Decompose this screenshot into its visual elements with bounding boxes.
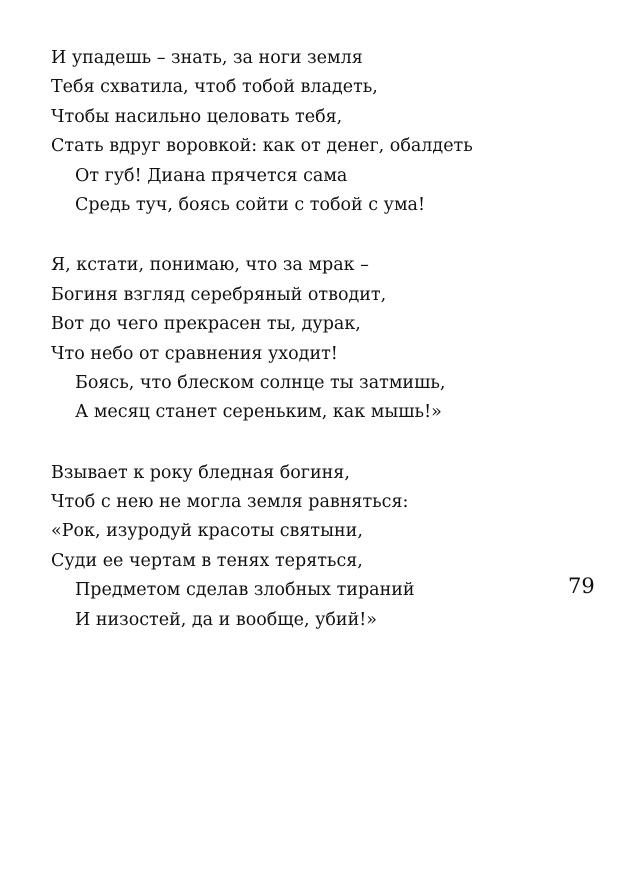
poem-line: Что небо от сравнения уходит! — [51, 343, 338, 364]
page-number: 79 — [568, 574, 595, 598]
poem-line: Взывает к року бледная богиня, — [51, 462, 350, 483]
poem-line: Суди ее чертам в тенях теряться, — [51, 550, 363, 571]
poem-line: А месяц станет сереньким, как мышь!» — [75, 402, 442, 423]
stanza — [51, 459, 521, 635]
poem-line: Средь туч, боясь сойти с тобой с ума! — [75, 194, 426, 215]
poem-line: Богиня взгляд серебряный отводит, — [51, 284, 387, 305]
poem-line: Вот до чего прекрасен ты, дурак, — [51, 314, 361, 335]
stanza — [51, 44, 521, 220]
stanza — [51, 251, 521, 427]
poem-line: Предметом сделав злобных тираний — [75, 580, 415, 601]
poem-line: «Рок, изуродуй красоты святыни, — [51, 521, 363, 542]
poem-line: И низостей, да и вообще, убий!» — [75, 609, 377, 630]
poem-line: Стать вдруг воровкой: как от денег, обалдеть — [51, 136, 473, 157]
poem-line: И упадешь – знать, за ноги земля — [51, 48, 363, 68]
poem-line: Чтоб с нею не могла земля равняться: — [51, 492, 409, 513]
poem-text — [51, 44, 521, 666]
poem-line: Я, кстати, понимаю, что за мрак – — [51, 255, 369, 276]
poem-line: Тебя схватила, чтоб тобой владеть, — [51, 77, 378, 98]
poem-line: Чтобы насильно целовать тебя, — [51, 106, 343, 127]
poem-line: От губ! Диана прячется сама — [75, 165, 348, 186]
poem-line: Боясь, что блеском солнце ты затмишь, — [75, 372, 446, 393]
